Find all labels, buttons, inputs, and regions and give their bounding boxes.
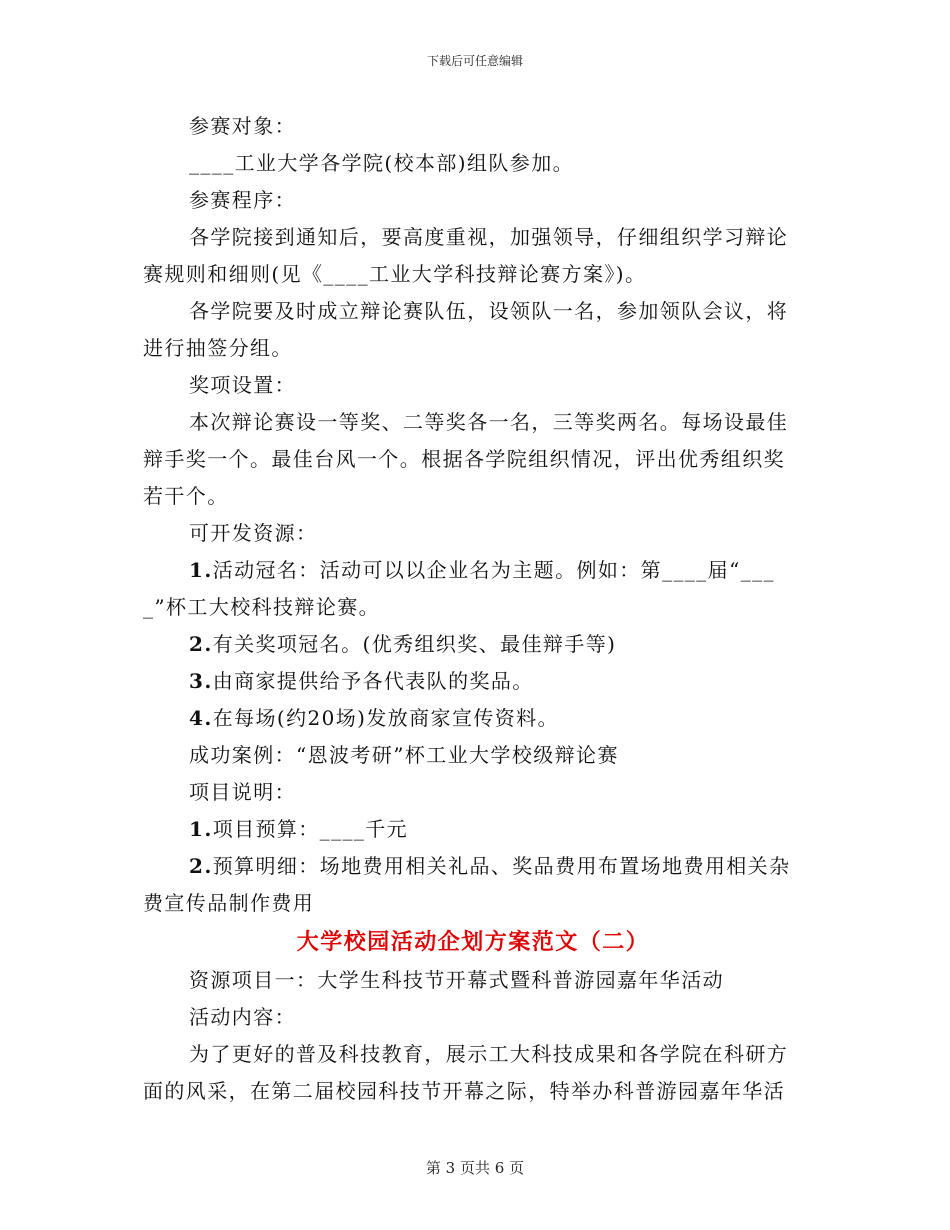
- list-item: [143, 626, 803, 663]
- page-footer: 第 3 页共 6 页: [425, 1159, 525, 1177]
- paragraph-line: 各学院接到通知后，要高度重视，加强领导，仔细组织学习辩论: [189, 225, 789, 249]
- list-number: 4.: [189, 706, 213, 730]
- paragraph-line: 赛规则和细则(见《____工业大学科技辩论赛方案》)。: [143, 262, 647, 286]
- list-text: 活动冠名：活动可以以企业名为主题。例如：第____届“___: [212, 558, 775, 582]
- list-item: [143, 552, 803, 589]
- paragraph-line: 为了更好的普及科技教育，展示工大科技成果和各学院在科研方: [189, 1042, 789, 1066]
- paragraph-line: 面的风采，在第二届校园科技节开幕之际，特举办科普游园嘉年华活: [143, 1079, 785, 1103]
- list-item: [143, 663, 803, 700]
- paragraph-line: _”杯工大校科技辩论赛。: [143, 595, 381, 619]
- list-number: 1.: [189, 817, 213, 841]
- list-item: [143, 700, 803, 737]
- list-text: 有关奖项冠名。(优秀组织奖、最佳辩手等): [212, 632, 617, 656]
- paragraph-line: 参赛对象：: [189, 114, 296, 138]
- document-body: [143, 108, 803, 1110]
- list-number: 1.: [189, 558, 213, 582]
- paragraph-line: 参赛程序：: [189, 188, 296, 212]
- paragraph-line: ____工业大学各学院(校本部)组队参加。: [189, 151, 575, 175]
- list-text: 由商家提供给予各代表队的奖品。: [212, 669, 534, 693]
- paragraph-line: 资源项目一：大学生科技节开幕式暨科普游园嘉年华活动: [189, 968, 724, 992]
- paragraph-line: 奖项设置：: [189, 373, 296, 397]
- list-number: 2.: [189, 854, 213, 878]
- page-header: 下载后可任意编辑: [426, 54, 523, 68]
- paragraph-line: 费宣传品制作费用: [143, 891, 315, 915]
- paragraph-line: 若干个。: [143, 484, 229, 508]
- section-title: 大学校园活动企划方案范文（二）: [296, 929, 650, 955]
- list-number: 3.: [189, 669, 213, 693]
- paragraph-line: 可开发资源：: [189, 521, 318, 545]
- paragraph-line: 辩手奖一个。最佳台风一个。根据各学院组织情况，评出优秀组织奖: [143, 447, 785, 471]
- list-text: 预算明细：场地费用相关礼品、奖品费用布置场地费用相关杂: [212, 854, 791, 878]
- list-text: 项目预算：____千元: [212, 817, 409, 841]
- paragraph-line: 成功案例：“恩波考研”杯工业大学校级辩论赛: [189, 743, 619, 767]
- paragraph-line: 本次辩论赛设一等奖、二等奖各一名，三等奖两名。每场设最佳: [189, 410, 789, 434]
- list-number: 2.: [189, 632, 213, 656]
- paragraph-line: 各学院要及时成立辩论赛队伍，设领队一名，参加领队会议，将: [189, 299, 789, 323]
- paragraph-line: 项目说明：: [189, 780, 296, 804]
- paragraph-line: 活动内容：: [189, 1005, 296, 1029]
- list-item: [143, 848, 803, 885]
- list-item: [143, 811, 803, 848]
- paragraph-line: 进行抽签分组。: [143, 336, 293, 360]
- list-text: 在每场(约20场)发放商家宣传资料。: [212, 706, 559, 730]
